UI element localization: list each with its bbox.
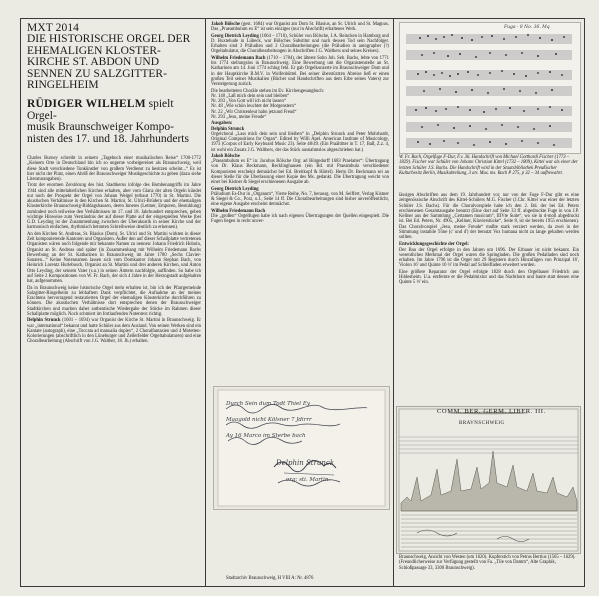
top-border-rule xyxy=(20,18,585,19)
sources-leyding-text: Präludium Es-Dur in „Organum“, Vierte Reihe, No. 7, herausg. von M. Seiffert, Verlag Kistner & Siegel & Co., Porz, o.J., Seite 14 ff. Die Choralbearbeitungen sind bisher unveröffentlicht, eine eigene Ausgabe erscheint demnächst. xyxy=(211,191,389,208)
column-divider-1 xyxy=(205,18,206,586)
chorale-item: Nr. 283 „Von Gott will ich nicht lassen“ xyxy=(211,99,286,105)
strunck-name: Delphin Strunck xyxy=(27,318,61,324)
right-border-rule xyxy=(584,18,585,586)
catalog-number: MXT 2014 xyxy=(27,22,80,34)
history-paragraph-2: Eine größere Reparatur der Orgel erfolgte 1828 durch den Orgelbauer Friedrich aus Hildesheim. U.a. entfernte er die Pedalmixtur und das Nachthorn und baute statt dessen eine Quinte 5 ⅓' ein. xyxy=(399,269,579,286)
column-3-text xyxy=(399,193,579,287)
organists-paragraph: An den Kirchen St. Andreas, St. Blasius (Dom), St. Ulrici und St. Martini wirkten in dieser Zeit komponierende Kantoren und Organisten. Außer den auf dieser Schallplatte vertretenen Organisten wären noch folgende mir bekannte Namen zu nennen: Johann Friedrich Hoboin, Organist an St. Andreas und später (in Zusammenhang mit Wilhelm Friedemann Bachs Bewerbung an der St. Katharinen in Braunschweig im Jahre 1780 „Sechs Clavier-Sonaten...“ Keine Notennamen lassen sich vom Domkantor Johann Stephan Bach, von Heinrich Lorentz Hurlebusch, Organist an St. Martini und drei anderen Kirchen, und Anton Otto Leyding, der seinem Vater (s.u.) in seinen Ämtern nachfolgte, auffinden. So habe ich auf Seite 2 Kompositionen von W. Fr. Bach, der sich 4 Jahre in der Herzogstadt aufgehalten hat, aufgenommen. xyxy=(27,231,201,285)
strunck-bio xyxy=(27,318,201,344)
chorale-item: Nr. 48 „Wie schön leuchtet der Morgenstern“ xyxy=(211,104,296,110)
history-paragraph-1: Der Bau der Orgel erfolgte in den Jahren um 1696. Der Erbauer ist nicht bekannt. Ein wesentliches Merkmal der Orgel waren die Springladen. Die großen Pedalladen sind noch erhalten. Im Jahre 1796 ist die Orgel mit 29 Registern durch Hinzufügen von Prinzipal 16', Violon 16' und Quinte 10 ⅔' im Pedal auf Schleifladen erweitert worden. xyxy=(399,247,579,269)
bottom-border-rule xyxy=(20,586,585,587)
city-engraving-image xyxy=(396,406,581,554)
sources-wfb-heading: Wilhelm Friedemann Bach xyxy=(211,208,266,214)
performer-name: RÜDIGER WILHELM xyxy=(27,97,146,110)
sources-strunck-heading: Delphin Strunck xyxy=(211,126,245,132)
music-score-image xyxy=(399,22,581,154)
manuscript-signature: Delphin Strunck xyxy=(276,459,335,467)
album-title-line-3: KIRCHE ST. ABDON UND xyxy=(27,56,160,69)
performer-rest: spielt Orgel- xyxy=(27,97,174,122)
churches-paragraph: Trotz der enormen Zerstörung des hist. Stadtkerns infolge des Bombenangriffs im Jahre 1944 sind alle mittelalterlichen Kirchen erhalten, aber vom Glanz der alten Orgeln kündet nur noch der Prospekt der Orgel von Johann Weigel (erbaut 1770) in St. Martini. Die akustischen Verhältnisse in den Kirchen St. Martini, St. Ulrici-Brüdern und der ehemaligen Klosterkirche Braunschweig-Riddagshausen, deren Inneres (Lettner, Emporen, Bestuhlung) zumindest noch teilweise den Verhältnissen im 17. und 18. Jahrhundert entsprechen, geben wichtige Hinweise zum Verständnis der auf dieser Platte auf der eingespielten Werke (bei G.D. Leyding ist der Zusammenhang zwischen der Überakustik in seiner Kirche und der harmonisch einfachen, rhythmisch betonten Schreibweise deutlich zu erkennen). xyxy=(27,183,201,231)
sources-leyding-heading: Georg Dietrich Leyding xyxy=(211,186,259,192)
subtitle-line-1: musik Braunschweiger Kompo- xyxy=(27,121,174,134)
chorale-item: Nr. 140 „Laß mich dein sein und bleiben“ xyxy=(211,93,290,99)
manuscript-line-3: Ay 16 Marco im Sterbe bach xyxy=(226,433,306,439)
strunck-bio-text: (1601 – 1694) war Organist der Kirche St. Martini in Braunschweig. Er war „international“ bekannt und hatte Schüler aus dem Ausland. Von seinen Werken sind ein Kantate (autograph), eine „Toccata ad manualia duplex“, 2 Choralfantasien und 4 Motetten-Kolorierungen (abschriftlich in den Lüneburger und Zellerfelder Orgeltabulaturen) und eine Choralbearbeitung (Abschrift von J.G. Walther, 18. Jh.) erhalten. xyxy=(27,318,201,345)
manuscript-image xyxy=(213,386,390,510)
performer-heading xyxy=(27,99,200,145)
sources-boelsche-heading: Jakob Bölsche xyxy=(211,153,240,159)
manuscript-caption: Stadtarchiv Braunschweig, H VIII A: Nr. 4876 xyxy=(226,576,314,581)
history-heading: Entwicklungsgeschichte der Orgel: xyxy=(399,242,469,248)
sources-continued-paragraph: lässigen Abschriften aus dem 19. Jahrhundert vor, nur von der Fuge F-Dur gibt es eine zeitgenössische Abschrift des Kittel-Schülers M.G. Fischer (J.Chr. Kittel war einer der letzten Schüler J.S. Bachs). Für die Choralvorspiele habe ich den 2. Bd. der bei Ed. Peters erschienenen Gesamtausgabe benutzt (Eine dort auf Seite 33 ff. abgedruckte Fuge in von J.P. Kellner aus der Sammlung „Certamen musicum“, IIIVte Suite“, wo sie in d-moll abgedruckt ist. Bei Ed. Peters, Nr. 4905, „Kellner, Klavierstücke“, Seite 8, ist sie bereits 1955 erschienen). Das Choralvorspiel „Jesu, meine Freude“ mußte stark verziert werden, da zwei in der Stimmung instabile Töne (c' und d') der benutzt Vox humana nicht zu lange gehalten werden sollten. xyxy=(399,193,579,240)
manuscript-line-2: Maagold nicht Kölsner 7 Jdirrr xyxy=(226,417,312,423)
subtitle-line-2: nisten des 17. und 18. Jahrhunderts xyxy=(27,132,189,145)
wfb-bio-text: (1710 – 1784), der älteste Sohn Joh. Seb. Bachs, lebte von 1771 bis 1774 stellungslos in Braunschweig. Eine Bewerbung um die Organistenstelle an St. Katharinen am 14. Juni 1774 schlug fehl. Er gab Orgelkonzerte im Braunschweiger Dom und in der Hauptkirche B.M.V. in Wolfenbüttel. Bei seiner überstürzten Abreise ließ er einen großen Teil seiner Musikalien (Bücher und Handschriften aus dem Erbe seines Vaters) zur Versteigerung zurück. xyxy=(211,55,389,88)
leyding-bio-text: (1664 – 1710), Schüler von Bölsche, J.A. Reincken in Hamburg und D. Buxtehude in Lübeck, war Bölsches Substitut und nach dessen Tod sein Nachfolger. Erhalten sind 3 Präludien und 2 Choralbearbeitungen (die Präludien in autographer (?) Orgeltabulatur, die Choralbearbeitungen in Abschriften J.G. Walthers und seines Kreises). xyxy=(211,33,389,55)
title-block xyxy=(27,22,200,145)
album-title-line-1: DIE HISTORISCHE ORGEL DER xyxy=(27,33,191,45)
chorale-list xyxy=(211,94,389,120)
column-divider-2 xyxy=(393,18,394,586)
score-staves-drawing xyxy=(400,23,580,153)
album-title-line-4: SENNEN ZU SALZGITTER- xyxy=(27,67,167,80)
chorale-item: Nr. 293 „Jesu, meine Freude“ xyxy=(211,114,267,120)
album-title-line-5: RINGELHEIM xyxy=(27,79,99,92)
city-engraving-caption: Braunschweig, Ansicht von Westen (um 1620). Kupferstich von Petrus Bertius (1565 – 1629). (Freundlicherweise zur Verfügung gestellt von Fa. „Tile von Damm“, Alte Graphik, Schloßpassage 33, 3300 Braunschweig). xyxy=(399,555,576,571)
boelsche-bio xyxy=(211,22,389,33)
music-score-caption: W. Fr. Bach, Orgelfuge F-Dur, F.v. 36. Handschrift von Michael Gotthardi Fischer (1773 – 1829). Fischer war Schüler von Johann Christian Kittel (1732 – 1809), Kittel war als einer der letzten Schüler J.S. Bachs. Die Handschrift wird in der Staatsbibliothek Preußischer Kulturbesitz Berlin, Musikabteilung, 3 an: Mus. ms. Bach P 275, p 32 – 34 aufbewahrt. xyxy=(399,155,578,176)
column-2-text xyxy=(211,22,389,226)
sources-title: Ausgaben: xyxy=(211,121,233,127)
leyding-name: Georg Dietrich Leyding xyxy=(211,33,259,39)
chorale-item: Nr. 22 „Wir Christenleut habn jetzund Freud“ xyxy=(211,109,297,115)
column-1-text xyxy=(27,156,201,346)
manuscript-line-5: org: sti. Martin. xyxy=(286,477,331,483)
recording-paragraph: Da in Braunschweig keine historische Orgel mehr erhalten ist, bin ich der Pfarrgemeinde Salzgitter-Ringelheim zu lebhaftem Dank verpflichtet, die Aufnahme an der meines Erachtens hervorragend restaurierten Orgel der ehemaligen Klosterkirche durchführen zu können. Die akustischen Verhältnisse dort entsprechen denen der Braunschweiger Stadtkirchen und machen daher authentische Wiedergabe der Stücke im Rahmen dieser Schallplatte möglich. Noch schmiert im fortlaufenden Notentext richtig. xyxy=(27,285,201,317)
album-title-line-2: EHEMALIGEN KLOSTER- xyxy=(27,44,161,57)
engraving-banner-text: COMM. BER. GERM. LIBER. III. xyxy=(437,408,546,415)
sources-strunck-text: Orgelchoral „Lass mich dein sein und bleiben“ in „Delphin Strunck and Peter Mohrhardt, Original Compositions for Organ“. Edited by Willi Apel. American Institute of Musicology, 1973 (Corpus of Early Keyboard Music 23). Seite 48/49. (Ein Praältitter in T. 17, Baß, Z.z. 4, ist wohl ein Zusatz J.G. Walthers, der das Stück ausnahmslos abgeschrieben hat.) xyxy=(211,131,389,153)
sources-boelsche-text: „Praeambulum ex E“ in: Jacobus Bölsche Org: ad Bürgedorff 1683 Praelatier“: Übertragung von Dr. Klaus Beckmann, Recklinghausen (ein Bd. mit Praeambula verschiedener Komponisten erscheint demnächst bei Ed. Breitkopf & Härtel). Herrn Dr. Beckmann sei an dieser Stelle für die Überlassung einer Kopie des Ms. gedankt. Die Übertragung weicht von einer bei Kistner & Siegel erschienenen Ausgabe ab. xyxy=(211,159,389,186)
boelsche-bio-text: (gest. 1684) war Organist am Dom St. Blasius, an St. Ulrich und St. Magnus. Das „Praeambulum ex E“ ist sein einziges (nur in Abschrift) erhaltenes Werk. xyxy=(211,22,389,33)
sources-wfb-text: Die „großen“ Orgelfugen habe ich nach eigenen Übertragungen der Quellen eingespielt. Die Fugen liegen in recht unver- xyxy=(211,214,389,225)
left-border-rule xyxy=(20,18,21,586)
intro-paragraph: Charles Burney schreibt in seinem „Tagebuch einer musikalischen Reise“ 1700-1772 „Keinem Orte in Deutschland bin ich so ungerne vorbeigereiset als Braunschweig, weil diese Stadt verschiedene Tonkünstler von großem Verdienst zu besitzen scheint...“ Es ist hier nicht der Platz, einen Abriß der Braunschweiger Musikgeschichte zu geben (dazu siehe Literaturangaben). xyxy=(27,156,201,182)
wfb-name: Wilhelm Friedemann Bach xyxy=(211,55,266,61)
manuscript-line-1: Durch Sein dum Todt Thiel Ey xyxy=(226,401,310,407)
wfb-bio xyxy=(211,56,389,88)
city-skyline-drawing xyxy=(397,407,580,553)
engraving-city-name: BRAVNSCHWEIG xyxy=(459,421,505,426)
leyding-bio xyxy=(211,34,389,55)
score-header: Fuga · 8 No. 36. Mq xyxy=(504,25,550,30)
boelsche-name: Jakob Bölsche xyxy=(211,22,241,27)
chorale-intro: Die bearbeiteten Choräle stehen im Ev. Kirchengesangbuch: xyxy=(211,88,325,94)
